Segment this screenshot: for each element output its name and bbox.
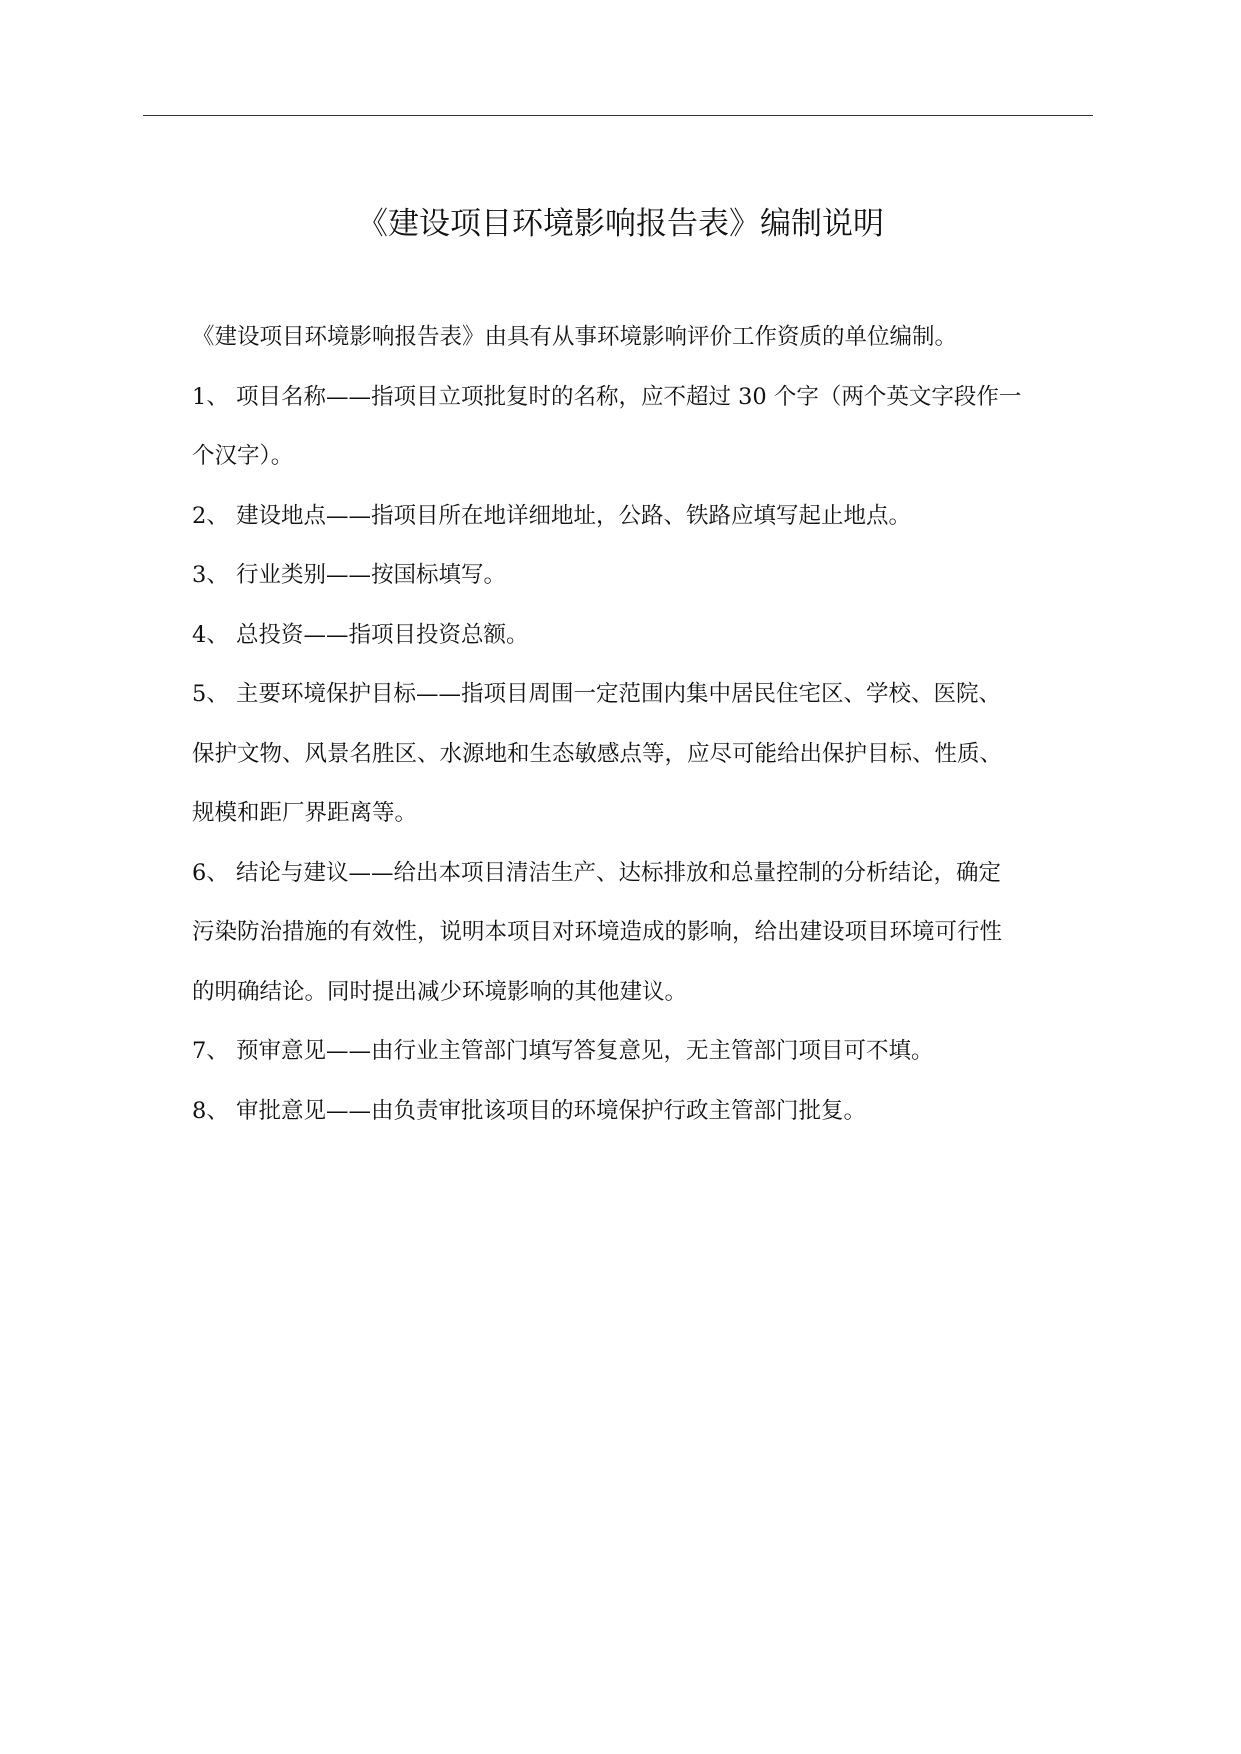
item-6-line-2: 污染防治措施的有效性，说明本项目对环境造成的影响，给出建设项目环境可行性 [192, 919, 1003, 945]
intro-line: 《建设项目环境影响报告表》由具有从事环境影响评价工作资质的单位编制。 [192, 324, 958, 350]
item-7-line: 7、 预审意见——由行业主管部门填写答复意见，无主管部门项目可不填。 [192, 1038, 934, 1064]
item-6-line-3: 的明确结论。同时提出减少环境影响的其他建议。 [192, 978, 688, 1005]
item-3-line: 3、 行业类别——按国标填写。 [192, 562, 506, 588]
item-4-line: 4、 总投资——指项目投资总额。 [192, 621, 529, 648]
item-2-line: 2、 建设地点——指项目所在地详细地址，公路、铁路应填写起止地点。 [192, 502, 911, 529]
item-5-line-1: 5、 主要环境保护目标——指项目周围一定范围内集中居民住宅区、学校、医院、 [192, 681, 1001, 707]
item-1-line-2: 个汉字）。 [192, 443, 294, 469]
item-5-line-2: 保护文物、风景名胜区、水源地和生态敏感点等，应尽可能给出保护目标、性质、 [192, 740, 1003, 767]
document-body [192, 317, 1097, 1150]
item-5-line-3: 规模和距厂界距离等。 [192, 800, 418, 826]
item-8-line: 8、 审批意见——由负责审批该项目的环境保护行政主管部门批复。 [192, 1097, 866, 1124]
item-1-line-1: 1、 项目名称——指项目立项批复时的名称，应不超过 30 个字（两个英文字段作一 [192, 383, 1022, 410]
document-title: 《建设项目环境影响报告表》编制说明 [357, 206, 884, 242]
item-6-line-1: 6、 结论与建议——给出本项目清洁生产、达标排放和总量控制的分析结论，确定 [192, 859, 1001, 886]
header-rule [143, 115, 1093, 116]
